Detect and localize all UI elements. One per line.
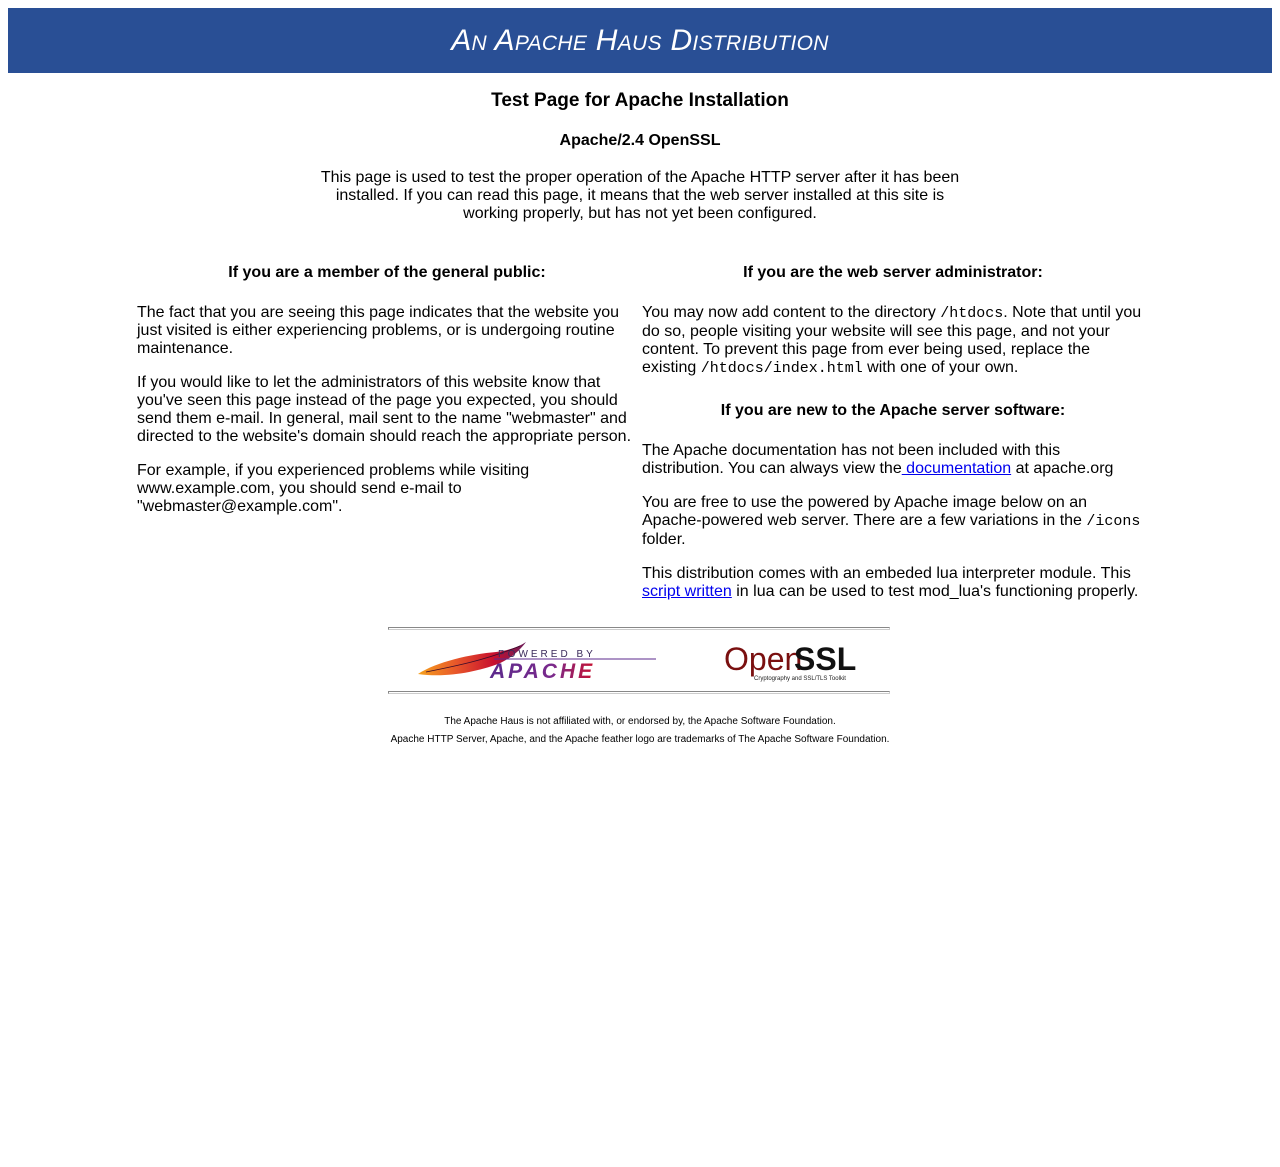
icons-text-a: You are free to use the powered by Apache image below on an Apache-powered web server. There are a few variations in the — [642, 494, 1088, 529]
script-written-link[interactable]: script written — [642, 583, 732, 600]
footer-trademark: Apache HTTP Server, Apache, and the Apache feather logo are trademarks of The Apache Software Foundation. — [390, 734, 890, 745]
openssl-open-text: Open — [724, 641, 803, 677]
admin-text-c: with one of your own. — [862, 359, 1019, 376]
admin-heading: If you are the web server administrator: — [743, 264, 1043, 281]
lua-text-a: This distribution comes with an embeded lua interpreter module. This — [642, 565, 1131, 582]
admin-text-b: . Note that until you do so, people visiting your website will see this page, and not your content. To prevent this page from ever being used, replace the existing — [642, 304, 1142, 376]
powered-by-text: POWERED BY — [498, 649, 596, 660]
lua-text-b: in lua can be used to test mod_lua's functioning properly. — [731, 583, 1139, 600]
openssl-ssl-text: SSL — [794, 641, 857, 677]
icons-text-b: folder. — [642, 531, 686, 548]
logo-strip — [388, 636, 892, 686]
newuser-paragraph-3 — [642, 565, 1144, 601]
htdocs-path: /htdocs — [940, 305, 1004, 322]
logo-divider-bottom — [388, 691, 890, 694]
public-paragraph-2: If you would like to let the administrators of this website know that you've seen this page instead of the page you expected, you should send them e-mail. In general, mail sent to the name "webmaster" and directed to the website's domain should reach the appropriate person. — [137, 374, 632, 445]
logo-divider-top — [388, 627, 890, 630]
documentation-link[interactable]: documentation — [901, 460, 1012, 477]
intro-text: This page is used to test the proper operation of the Apache HTTP server after it has been installed. If you can read this page, it means that the web server installed at this site is working properly, but has not yet been configured. — [320, 169, 960, 222]
public-paragraph-1: The fact that you are seeing this page indicates that the website you just visited is either experiencing problems, or is undergoing routine maintenance. — [137, 304, 620, 357]
openssl-logo — [724, 640, 864, 682]
newuser-paragraph-2 — [642, 494, 1144, 549]
admin-column — [642, 264, 1144, 617]
public-heading: If you are a member of the general public: — [228, 264, 546, 281]
public-column — [137, 264, 637, 532]
page-title: Test Page for Apache Installation — [491, 90, 789, 111]
admin-text-a: You may now add content to the directory — [642, 304, 941, 321]
openssl-tagline: Cryptography and SSL/TLS Toolkit — [754, 676, 846, 682]
admin-paragraph — [642, 304, 1144, 378]
index-path: /htdocs/index.html — [700, 360, 863, 377]
newuser-heading: If you are new to the Apache server software: — [720, 402, 1066, 419]
footer-disclaimer: The Apache Haus is not affiliated with, or endorsed by, the Apache Software Foundation. — [444, 716, 836, 727]
public-paragraph-3: For example, if you experienced problems while visiting www.example.com, you should send e-mail to "webmaster@example.com". — [137, 462, 530, 515]
newuser-text-b: at apache.org — [1011, 460, 1114, 477]
newuser-paragraph-1 — [642, 442, 1144, 478]
icons-path: /icons — [1086, 513, 1141, 530]
powered-by-apache-logo — [416, 640, 661, 682]
newuser-text-a: The Apache documentation has not been included with this distribution. You can always view the — [642, 442, 1061, 477]
page-banner: An Apache Haus Distribution — [8, 8, 1272, 73]
page-subtitle: Apache/2.4 OpenSSL — [559, 132, 721, 149]
apache-wordmark: APACHE — [490, 660, 596, 682]
